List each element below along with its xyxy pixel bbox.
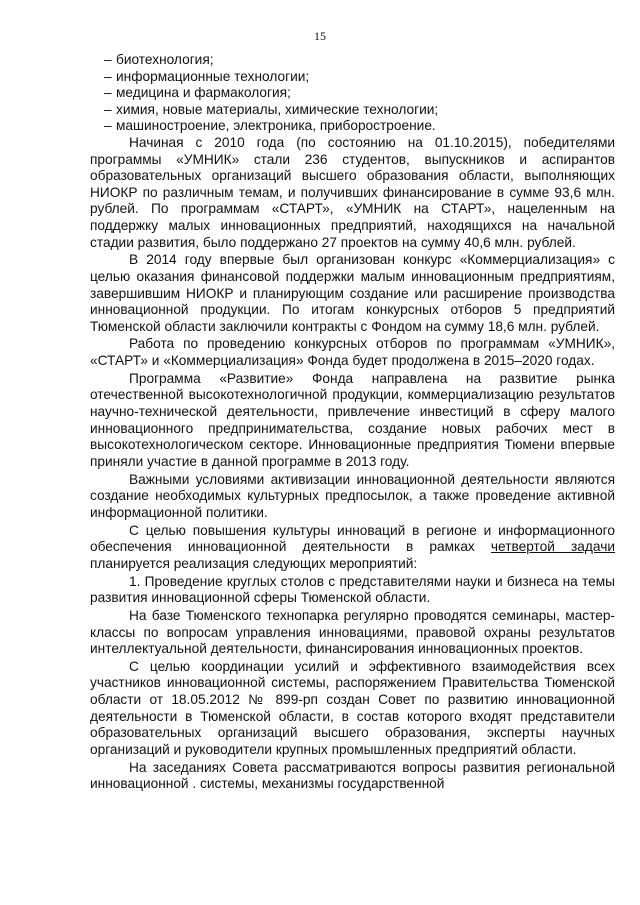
list-item [90, 85, 615, 102]
bullet-list [90, 52, 615, 135]
paragraph-commercialization: В 2014 году впервые был организован конкурс «Коммерциализация» с целью оказания финансовой поддержки малым инновационным предприятиям, завершившим НИОКР и планирующим создание или расширение производства инновационной продукции. По итогам конкурсных отборов 5 предприятий Тюменской области заключили контракты с Фондом на сумму 18,6 млн. рублей. [90, 252, 615, 334]
paragraph-umnik-results: Начиная с 2010 года (по состоянию на 01.10.2015), победителями программы «УМНИК» стали 236 студентов, выпускников и аспирантов образовательных организаций высшего образования области, выполняющих НИОКР по различным темам, и получивших финансирование в сумме 93,6 млн. рублей. По программам «СТАРТ», «УМНИК на СТАРТ», нацеленным на поддержку малых инновационных предприятий, находящихся на начальной стадии развития, было поддержано 27 проектов на сумму 40,6 млн. рублей. [90, 134, 615, 250]
fourth-task-underlined: четвертой задачи [490, 539, 615, 555]
list-item-text: информационные технологии; [116, 68, 310, 84]
list-marker: – [104, 101, 112, 117]
list-item-text: машиностроение, электроника, приборостроение. [116, 118, 436, 134]
list-item [90, 102, 615, 119]
list-item-text: биотехнология; [116, 52, 214, 67]
paragraph-activation-conditions: Важными условиями активизации инновационной деятельности являются создание необходимых культурных предпосылок, а также проведение активной информационной политики. [90, 471, 615, 520]
page-number: 15 [314, 29, 326, 43]
list-marker: – [104, 118, 112, 134]
list-item [90, 52, 615, 69]
list-item [90, 118, 615, 135]
list-marker: – [104, 85, 112, 101]
list-item-text: медицина и фармакология; [116, 85, 291, 101]
paragraph-council-meetings: На заседаниях Совета рассматриваются вопросы развития региональной инновационной . системы, механизмы государственной [90, 759, 615, 792]
list-item [90, 69, 615, 86]
fourth-task-intro: С целью повышения культуры инноваций в регионе и информационного обеспечения инновационной деятельности в рамках [90, 522, 615, 555]
paragraph-development-program: Программа «Развитие» Фонда направлена на развитие рынка отечественной высокотехнологичной продукции, коммерциализацию результатов научно-технической деятельности, привлечение инвестиций в сферу малого инновационного предпринимательства, создание новых рабочих мест в высокотехнологическом секторе. Инновационные предприятия Тюмени впервые приняли участие в данной программе в 2013 году. [90, 370, 615, 469]
paragraph-technopark-seminars: На базе Тюменского технопарка регулярно проводятся семинары, мастер-классы по вопросам управления инновациями, правовой охраны результатов интеллектуальной деятельности, финансирования инновационных проектов. [90, 607, 615, 657]
paragraph-fourth-task [90, 523, 615, 573]
fourth-task-outro: планируется реализация следующих мероприятий: [90, 555, 418, 571]
list-marker: – [104, 68, 112, 84]
paragraph-innovation-council: С целью координации усилий и эффективного взаимодействия всех участников инновационной системы, распоряжением Правительства Тюменской области от 18.05.2012 № 899-рп создан Совет по развитию инновационной деятельности в Тюменской области, в состав которого входят представители образовательных организаций высшего образования, эксперты научных организаций и руководители крупных промышленных предприятий области. [90, 658, 615, 757]
paragraph-round-tables: 1. Проведение круглых столов с представителями науки и бизнеса на темы развития инновационной сферы Тюменской области. [90, 573, 615, 606]
page-body [90, 52, 615, 793]
list-marker: – [104, 52, 112, 67]
paragraph-contest-continuation: Работа по проведению конкурсных отборов по программам «УМНИК», «СТАРТ» и «Коммерциализация» Фонда будет продолжена в 2015–2020 годах. [90, 336, 615, 369]
list-item-text: химия, новые материалы, химические технологии; [116, 101, 439, 117]
